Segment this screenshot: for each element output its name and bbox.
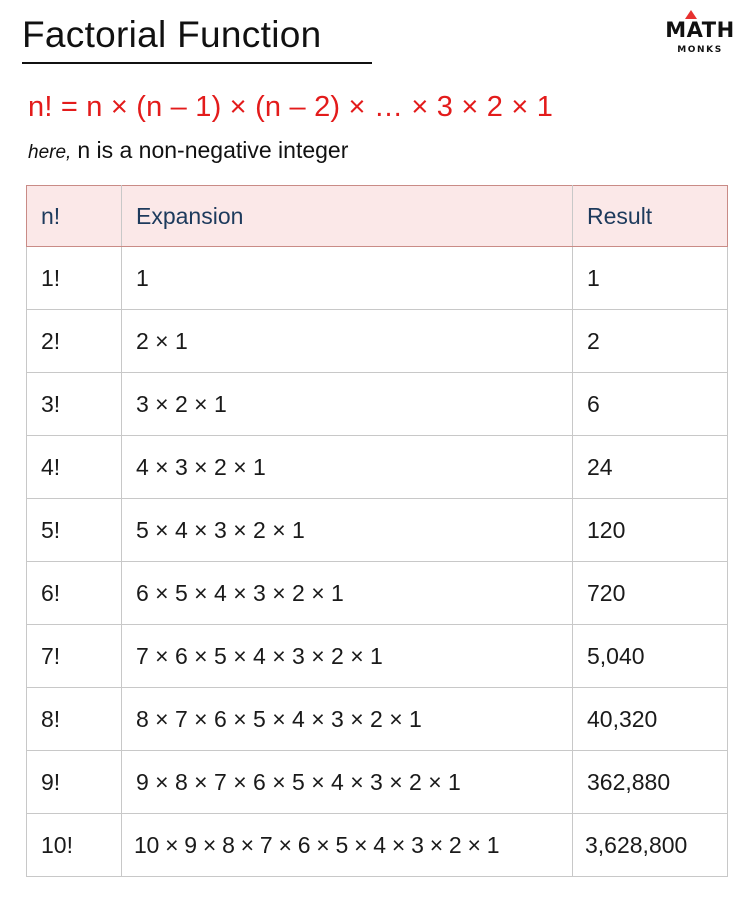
cell-result: 24 bbox=[573, 436, 728, 499]
cell-n: 4! bbox=[27, 436, 122, 499]
cell-expansion: 6 × 5 × 4 × 3 × 2 × 1 bbox=[122, 562, 573, 625]
cell-expansion: 1 bbox=[122, 247, 573, 310]
table-row bbox=[27, 247, 728, 310]
cell-expansion: 5 × 4 × 3 × 2 × 1 bbox=[122, 499, 573, 562]
cell-result: 3,628,800 bbox=[573, 814, 728, 877]
column-header-n: n! bbox=[27, 186, 122, 247]
table-row bbox=[27, 436, 728, 499]
cell-n: 10! bbox=[27, 814, 122, 877]
cell-n: 9! bbox=[27, 751, 122, 814]
table-row bbox=[27, 625, 728, 688]
cell-result: 120 bbox=[573, 499, 728, 562]
cell-result: 720 bbox=[573, 562, 728, 625]
logo-main-text: MATH bbox=[665, 18, 735, 42]
table-row bbox=[27, 499, 728, 562]
cell-expansion: 9 × 8 × 7 × 6 × 5 × 4 × 3 × 2 × 1 bbox=[122, 751, 573, 814]
cell-expansion: 3 × 2 × 1 bbox=[122, 373, 573, 436]
cell-result: 5,040 bbox=[573, 625, 728, 688]
cell-result: 6 bbox=[573, 373, 728, 436]
cell-n: 5! bbox=[27, 499, 122, 562]
cell-n: 7! bbox=[27, 625, 122, 688]
cell-expansion: 7 × 6 × 5 × 4 × 3 × 2 × 1 bbox=[122, 625, 573, 688]
factorial-formula: n! = n × (n – 1) × (n – 2) × … × 3 × 2 × 1 bbox=[28, 91, 554, 123]
cell-expansion: 2 × 1 bbox=[122, 310, 573, 373]
cell-expansion: 8 × 7 × 6 × 5 × 4 × 3 × 2 × 1 bbox=[122, 688, 573, 751]
table-header-row bbox=[27, 186, 728, 247]
column-header-result: Result bbox=[573, 186, 728, 247]
note-text: n is a non-negative integer bbox=[77, 137, 349, 163]
formula-note bbox=[28, 137, 348, 164]
title-underline bbox=[22, 62, 372, 64]
cell-n: 8! bbox=[27, 688, 122, 751]
cell-result: 1 bbox=[573, 247, 728, 310]
factorial-table bbox=[26, 185, 728, 877]
cell-result: 40,320 bbox=[573, 688, 728, 751]
page-title: Factorial Function bbox=[22, 14, 322, 55]
cell-n: 2! bbox=[27, 310, 122, 373]
cell-expansion: 4 × 3 × 2 × 1 bbox=[122, 436, 573, 499]
table-row bbox=[27, 310, 728, 373]
cell-result: 362,880 bbox=[573, 751, 728, 814]
table-row bbox=[27, 814, 728, 877]
logo-sub-text: MONKS bbox=[677, 45, 723, 55]
cell-n: 6! bbox=[27, 562, 122, 625]
brand-logo bbox=[664, 18, 736, 64]
note-italic: here, bbox=[28, 142, 72, 163]
cell-n: 1! bbox=[27, 247, 122, 310]
table-row bbox=[27, 751, 728, 814]
table-row bbox=[27, 562, 728, 625]
cell-n: 3! bbox=[27, 373, 122, 436]
cell-result: 2 bbox=[573, 310, 728, 373]
table-row bbox=[27, 373, 728, 436]
table-row bbox=[27, 688, 728, 751]
cell-expansion: 10 × 9 × 8 × 7 × 6 × 5 × 4 × 3 × 2 × 1 bbox=[122, 814, 573, 877]
column-header-expansion: Expansion bbox=[122, 186, 573, 247]
